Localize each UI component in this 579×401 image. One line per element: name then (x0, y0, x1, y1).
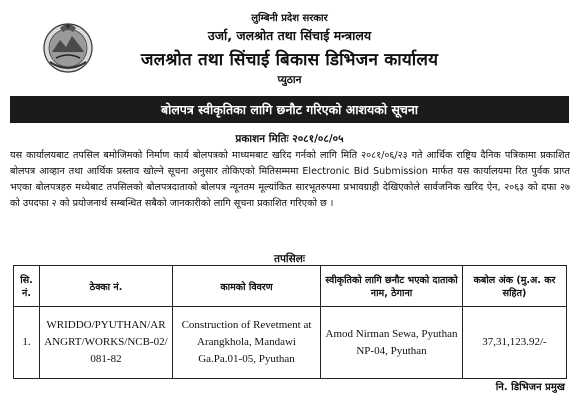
office-name: जलश्रोत तथा सिंचाई बिकास डिभिजन कार्यालय (140, 50, 439, 70)
publication-date-value: २०८१/०८/०५ (292, 133, 344, 145)
cell-selected-bidder: Amod Nirman Sewa, Pyuthan NP-04, Pyuthan (321, 307, 463, 379)
cell-bid-amount: 37,31,123.92/- (463, 307, 567, 379)
header-contract-no: ठेक्का नं. (40, 266, 173, 307)
office-header (0, 0, 579, 96)
publication-date-label: प्रकाशन मितिः (235, 133, 289, 145)
office-location: प्युठान (277, 74, 302, 86)
header-work-description: कामको विवरण (173, 266, 321, 307)
ministry-line: उर्जा, जलश्रोत तथा सिंचाई मन्त्रालय (207, 28, 372, 43)
notice-title: बोलपत्र स्वीकृतिका लागि छनौट गरिएको आशयको सूचना (160, 102, 419, 117)
details-title: तपसिलः (273, 253, 305, 265)
notice-title-banner (10, 96, 569, 123)
publication-date (0, 132, 579, 146)
table-header-row (14, 266, 567, 307)
tender-table (13, 265, 567, 379)
province-government-line: लुम्बिनी प्रदेश सरकार (251, 13, 328, 24)
signatory-title: नि. डिभिजन प्रमुख (495, 382, 565, 393)
notice-body: यस कार्यालयबाट तपसिल बमोजिमको निर्माण कार्य बोलपत्रको माध्यमबाट खरिद गर्नको लागि मिति २०८१/०६/२३ गते आर्थिक राष्ट्रिय दैनिक पत्रिकामा प्रकाशित बोलपत्र आव्हान तथा आर्थिक प्रस्ताव खोल्ने सूचना अनुसार तोकिएको मितिसम्ममा Electronic Bid Submission मार्फत यस कार्यालयमा रित पुर्वक प्राप्त भएका बोलपत्रहरु मध्येबाट तपसिलको बोलपत्रदाताको बोलपत्र न्यूनतम मूल्यांकित सारभूतरुपमा प्रभावग्राही देखिएकोले सार्वजनिक खरिद ऐन, २०६३ को दफा २७ को उपदफा २ को प्रयोजनार्थ सम्बन्धित सबैको जानकारीको लागि सूचना प्रकाशित गरिएको छ । (10, 150, 570, 209)
header-serial-no: सि. नं. (14, 266, 40, 307)
cell-contract-no: WRIDDO/PYUTHAN/ARANGRT/WORKS/NCB-02/081-82 (40, 307, 173, 379)
table-row (14, 307, 567, 379)
cell-serial-no: 1. (14, 307, 40, 379)
header-selected-bidder: स्वीकृतिको लागि छनौट भएको दाताको नाम, ठेगाना (321, 266, 463, 307)
cell-work-description: Construction of Revetment at Arangkhola, Mandawi Ga.Pa.01-05, Pyuthan (173, 307, 321, 379)
header-bid-amount: कबोल अंक (मु.अ. कर सहित) (463, 266, 567, 307)
